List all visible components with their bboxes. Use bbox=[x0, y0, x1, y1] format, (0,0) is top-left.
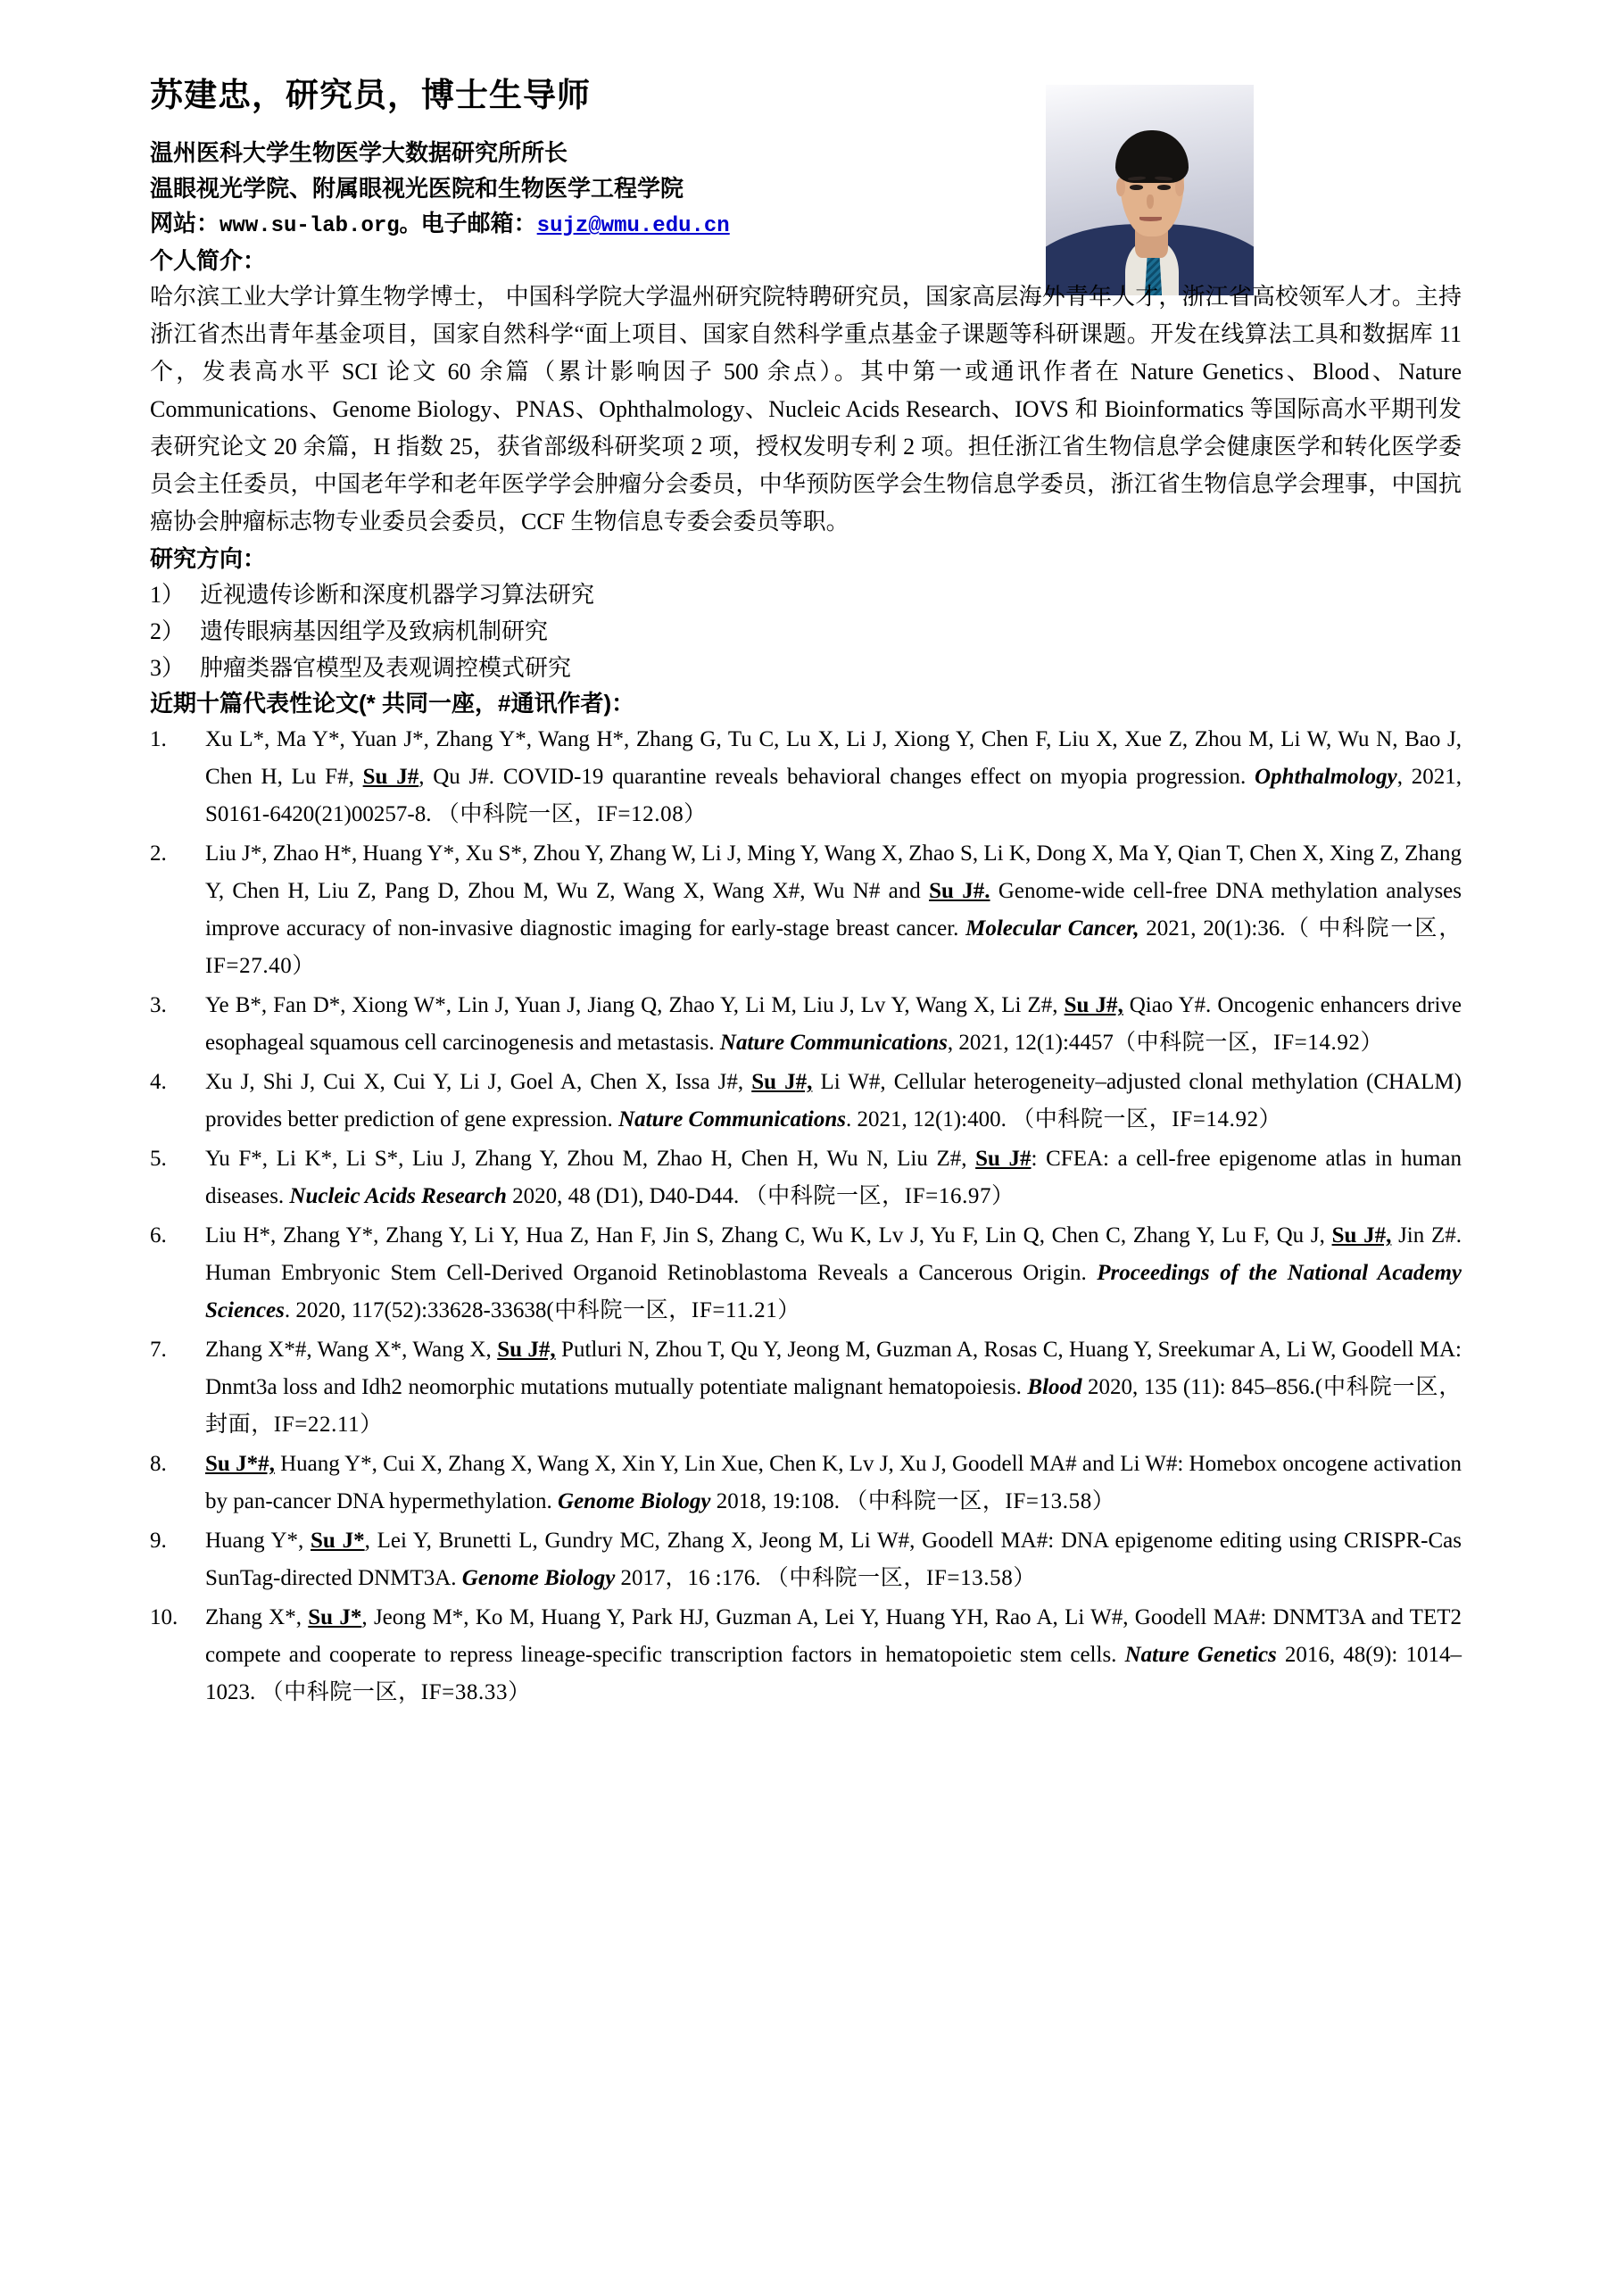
publication-number: 7. bbox=[150, 1338, 167, 1363]
journal-name: Nature Communications bbox=[719, 1031, 948, 1056]
publication-number: 1. bbox=[150, 727, 167, 752]
list-item bbox=[150, 1217, 1462, 1330]
publication-citation: , 2021, 12(1):4457 bbox=[947, 1031, 1114, 1056]
highlighted-author: Su J#, bbox=[497, 1338, 556, 1363]
publication-authors-pre: Yu F*, Li K*, Li S*, Liu J, Zhang Y, Zhou M, Zhao H, Chen H, Wu N, Liu Z#, bbox=[205, 1147, 976, 1172]
list-item bbox=[150, 721, 1462, 833]
website-url: www.su-lab.org。 bbox=[220, 214, 421, 239]
publication-number: 5. bbox=[150, 1147, 167, 1172]
publication-citation: 2018, 19:108. bbox=[710, 1489, 846, 1514]
highlighted-author: Su J*#, bbox=[205, 1452, 275, 1477]
direction-label: 肿瘤类器官模型及表观调控模式研究 bbox=[200, 654, 572, 682]
journal-name: Nature Communications bbox=[618, 1107, 846, 1132]
publication-authors-pre: Xu J, Shi J, Cui X, Cui Y, Li J, Goel A, Chen X, Issa J#, bbox=[205, 1070, 752, 1095]
highlighted-author: Su J* bbox=[308, 1605, 362, 1630]
publication-authors-post: Putluri N, Zhou T, Qu Y, Jeong M, Guzman A, Rosas C, Huang Y, Sreekumar A, Li W, Goodell MA: bbox=[555, 1338, 1462, 1363]
publication-number: 2. bbox=[150, 841, 167, 866]
highlighted-author: Su J# bbox=[975, 1147, 1032, 1172]
direction-number: 3） bbox=[150, 655, 186, 682]
affiliation-line-1: 温州医科大学生物医学大数据研究所所长 bbox=[150, 139, 568, 167]
email-link[interactable]: sujz@wmu.edu.cn bbox=[536, 214, 730, 239]
publication-authors-post: Li W#, bbox=[812, 1070, 894, 1095]
publication-note: (中科院一区，封面，IF=22.11） bbox=[205, 1375, 1462, 1438]
publication-note: （ 中科院一区，IF=27.40） bbox=[205, 916, 1462, 979]
publication-citation: 2020, 48 (D1), D40-D44. bbox=[506, 1184, 745, 1209]
publications-heading: 近期十篇代表性论文(* 共同一座，#通讯作者)： bbox=[150, 690, 635, 717]
highlighted-author: Su J* bbox=[311, 1529, 365, 1554]
publication-number: 9. bbox=[150, 1529, 167, 1554]
highlighted-author: Su J#, bbox=[751, 1070, 813, 1095]
direction-number: 1） bbox=[150, 581, 186, 608]
journal-name: Ophthalmology bbox=[1254, 765, 1397, 790]
publication-citation: . 2021, 12(1):400. bbox=[845, 1107, 1013, 1132]
publication-authors-post: , Qu J#. bbox=[418, 765, 503, 790]
publication-title: Oncogenic enhancers drive esophageal squamous cell carcinogenesis and metastasis. bbox=[205, 993, 1462, 1056]
publication-note: （中科院一区，IF=14.92） bbox=[1113, 1031, 1384, 1056]
publication-citation: 2020, 135 (11): 845–856. bbox=[1081, 1375, 1315, 1400]
publication-authors-post: Huang Y*, Cui X, Zhang X, Wang X, Xin Y, Lin Xue, Chen K, Lv J, Xu J, Goodell MA# and Li W#: bbox=[274, 1452, 1189, 1477]
list-item bbox=[150, 576, 1462, 613]
publication-title: DNA epigenome editing using CRISPR-Cas SunTag-directed DNMT3A. bbox=[205, 1529, 1462, 1591]
page-title: 苏建忠，研究员，博士生导师 bbox=[150, 77, 591, 113]
direction-number: 2） bbox=[150, 618, 186, 644]
publication-authors-pre: Zhang X*#, Wang X*, Wang X, bbox=[205, 1338, 498, 1363]
journal-name: Nucleic Acids Research bbox=[289, 1184, 507, 1209]
direction-label: 遗传眼病基因组学及致病机制研究 bbox=[200, 617, 549, 644]
publication-citation: , 2021, S0161-6420(21)00257-8. bbox=[205, 765, 1462, 827]
publication-title: Genome-wide cell-free DNA methylation analyses improve accuracy of non-invasive diagnostic imaging for early-stage breast cancer. bbox=[205, 879, 1462, 941]
publication-note: (中科院一区，IF=11.21） bbox=[546, 1298, 800, 1323]
publication-citation: 2017，16 :176. bbox=[615, 1566, 766, 1591]
list-item bbox=[150, 1522, 1462, 1597]
list-item bbox=[150, 1599, 1462, 1712]
publication-authors-post: , Lei Y, Brunetti L, Gundry MC, Zhang X, Jeong M, Li W#, Goodell MA#: bbox=[364, 1529, 1061, 1554]
highlighted-author: Su J#, bbox=[1331, 1223, 1392, 1248]
bio-heading: 个人简介： bbox=[150, 246, 267, 274]
publication-title: Dnmt3a loss and Idh2 neomorphic mutations mutually potentiate malignant hematopoiesis. bbox=[205, 1375, 1028, 1400]
list-item bbox=[150, 1140, 1462, 1215]
journal-name: Molecular Cancer, bbox=[965, 916, 1139, 941]
contact-line bbox=[150, 206, 1462, 243]
bio-paragraph: 哈尔滨工业大学计算生物学博士， 中国科学院大学温州研究院特聘研究员，国家高层海外青年人才，浙江省高校领军人才。主持浙江省杰出青年基金项目，国家自然科学“面上项目、国家自然科学重点基金子课题等科研课题。开发在线算法工具和数据库 11 个，发表高水平 SCI 论文 60 余篇（累计影响因子 500 余点）。其中第一或通讯作者在 Nature Genetics、Blood、Nature Communications、Genome Biology、PNAS、Ophthalmology、Nucleic Acids Research、IOVS 和 Bioinformatics 等国际高水平期刊发表研究论文 20 余篇，H 指数 25，获省部级科研奖项 2 项，授权发明专利 2 项。担任浙江省生物信息学会健康医学和转化医学委员会主任委员，中国老年学和老年医学学会肿瘤分会委员，中华预防医学会生物信息学委员，浙江省生物信息学会理事，中国抗癌协会肿瘤标志物专业委员会委员，CCF 生物信息专委会委员等职。 bbox=[150, 283, 1462, 535]
publication-note: （中科院一区，IF=13.58） bbox=[845, 1489, 1115, 1514]
publication-title: Human Embryonic Stem Cell-Derived Organoid Retinoblastoma Reveals a Cancerous Origin. bbox=[205, 1261, 1098, 1286]
publication-authors-pre: Zhang X*, bbox=[205, 1605, 309, 1630]
journal-name: Genome Biology bbox=[461, 1566, 616, 1591]
list-item bbox=[150, 650, 1462, 686]
publication-number: 4. bbox=[150, 1070, 167, 1095]
highlighted-author: Su J#, bbox=[1064, 993, 1123, 1018]
publication-citation: . 2020, 117(52):33628-33638 bbox=[284, 1298, 547, 1323]
list-item bbox=[150, 1446, 1462, 1521]
publication-number: 8. bbox=[150, 1452, 167, 1477]
publication-authors-pre: Ye B*, Fan D*, Xiong W*, Lin J, Yuan J, Jiang Q, Zhao Y, Li M, Liu J, Lv Y, Wang X, Li Z#, bbox=[205, 993, 1065, 1018]
highlighted-author: Su J# bbox=[362, 765, 419, 790]
highlighted-author: Su J#. bbox=[929, 879, 990, 904]
publication-authors-pre: Liu H*, Zhang Y*, Zhang Y, Li Y, Hua Z, Han F, Jin S, Zhang C, Wu K, Lv J, Yu F, Lin Q, Chen C, Zhang Y, Lu F, Qu J, bbox=[205, 1223, 1332, 1248]
list-item bbox=[150, 1331, 1462, 1444]
list-item bbox=[150, 613, 1462, 650]
research-directions-list bbox=[150, 576, 1462, 687]
publication-authors-pre: Huang Y*, bbox=[205, 1529, 311, 1554]
publication-title: Homebox oncogene activation by pan-cancer DNA hypermethylation. bbox=[205, 1452, 1462, 1514]
document-body bbox=[150, 75, 1462, 1713]
email-label: 电子邮箱： bbox=[420, 210, 537, 237]
list-item bbox=[150, 835, 1462, 985]
publication-citation: 2016, 48(9): 1014–1023. bbox=[205, 1643, 1462, 1705]
list-item bbox=[150, 1064, 1462, 1139]
publication-authors-post: , Jeong M*, Ko M, Huang Y, Park HJ, Guzman A, Lei Y, Huang YH, Rao A, Li W#, Goodell MA#: bbox=[361, 1605, 1273, 1630]
publication-note: （中科院一区，IF=38.33） bbox=[261, 1680, 531, 1705]
research-directions-heading: 研究方向： bbox=[150, 544, 267, 572]
publication-authors-pre: Liu J*, Zhao H*, Huang Y*, Xu S*, Zhou Y, Zhang W, Li J, Ming Y, Wang X, Zhao S, Li K, Dong X, Ma Y, Qian T, Chen X, Xing Z, Zhang Y, Chen H, Liu Z, Pang D, Zhou M, Wu Z, Wang X, Wang X#, Wu N# and bbox=[205, 841, 1462, 904]
publication-title: CFEA: a cell-free epigenome atlas in human diseases. bbox=[205, 1147, 1462, 1209]
journal-name: Nature Genetics bbox=[1124, 1643, 1277, 1668]
publication-number: 6. bbox=[150, 1223, 167, 1248]
publication-authors-post: Jin Z#. bbox=[1391, 1223, 1462, 1248]
direction-label: 近视遗传诊断和深度机器学习算法研究 bbox=[200, 580, 595, 608]
affiliation-line-2: 温眼视光学院、附属眼视光医院和生物医学工程学院 bbox=[150, 174, 684, 202]
publication-authors-post bbox=[990, 879, 998, 903]
publication-number: 10. bbox=[150, 1605, 178, 1630]
publication-note: （中科院一区，IF=12.08） bbox=[436, 802, 707, 827]
publication-note: （中科院一区，IF=13.58） bbox=[766, 1566, 1036, 1591]
list-item bbox=[150, 987, 1462, 1062]
publication-authors-post: Qiao Y#. bbox=[1123, 993, 1218, 1018]
publication-title: COVID-19 quarantine reveals behavioral changes effect on myopia progression. bbox=[502, 765, 1255, 790]
publication-title: Cellular heterogeneity–adjusted clonal methylation (CHALM) provides better prediction of gene expression. bbox=[205, 1070, 1462, 1132]
publication-authors-post: : bbox=[1031, 1147, 1047, 1172]
publication-number: 3. bbox=[150, 993, 167, 1018]
publication-citation: 2021, 20(1):36. bbox=[1139, 916, 1286, 941]
journal-name: Proceedings of the National Academy Sciences bbox=[205, 1261, 1462, 1323]
publication-title: DNMT3A and TET2 compete and cooperate to repress lineage-specific transcription factors in hematopoietic stem cells. bbox=[205, 1605, 1462, 1668]
publication-authors-pre: Xu L*, Ma Y*, Yuan J*, Zhang Y*, Wang H*, Zhang G, Tu C, Lu X, Li J, Xiong Y, Chen F, Liu X, Xue Z, Zhou M, Li W, Wu N, Bao J, Chen H, Lu F#, bbox=[205, 727, 1462, 790]
publication-note: （中科院一区，IF=16.97） bbox=[744, 1184, 1015, 1209]
journal-name: Blood bbox=[1027, 1375, 1082, 1400]
website-label: 网站： bbox=[150, 210, 220, 237]
journal-name: Genome Biology bbox=[558, 1489, 711, 1514]
publication-note: （中科院一区，IF=14.92） bbox=[1012, 1107, 1282, 1132]
publications-list bbox=[150, 721, 1462, 1712]
